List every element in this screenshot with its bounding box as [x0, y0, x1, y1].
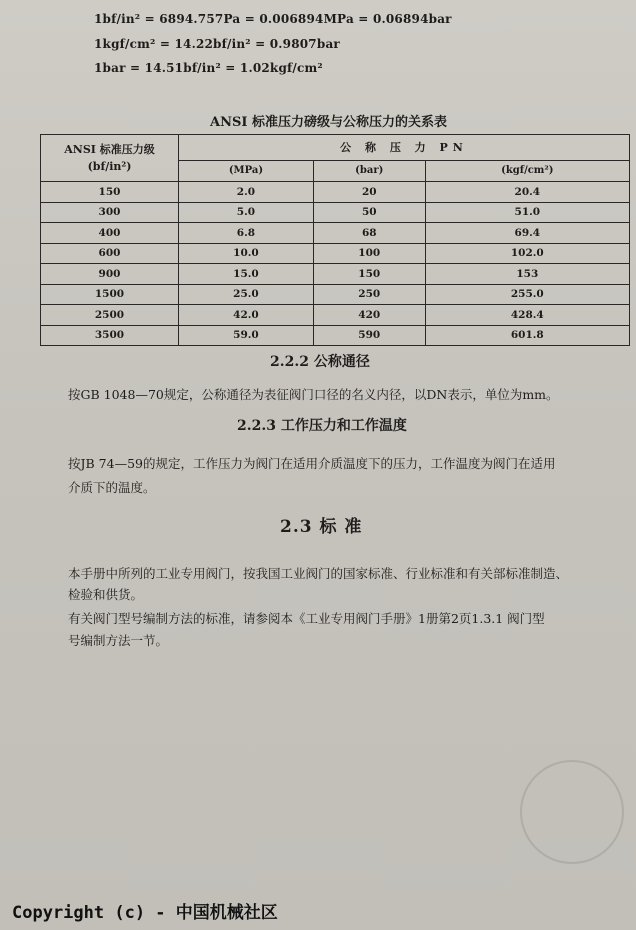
section-2-2-2-title: 2.2.2 公称通径: [270, 354, 370, 370]
unit-mpa: (MPa): [179, 160, 314, 181]
table-row: [41, 264, 630, 285]
formula-bar: 1bar = 14.51bf/in² = 1.02kgf/cm²: [94, 61, 323, 75]
cell-bar: 20: [313, 182, 425, 203]
cell-mpa: 5.0: [179, 202, 314, 223]
table-row: [41, 202, 630, 223]
table-row: [41, 243, 630, 264]
cell-mpa: 42.0: [179, 305, 314, 326]
unit-bar: (bar): [313, 160, 425, 181]
copyright-footer: Copyright (c) - 中国机械社区: [12, 903, 278, 923]
cell-mpa: 59.0: [179, 325, 314, 346]
table-title: ANSI 标准压力磅级与公称压力的关系表: [210, 115, 447, 130]
cell-mpa: 10.0: [179, 243, 314, 264]
cell-kgf: 153: [425, 264, 629, 285]
formula-bf-in2: 1bf/in² = 6894.757Pa = 0.006894MPa = 0.06894bar: [94, 12, 452, 26]
cell-mpa: 25.0: [179, 284, 314, 305]
cell-kgf: 428.4: [425, 305, 629, 326]
cell-bar: 50: [313, 202, 425, 223]
section-2-2-3-title: 2.2.3 工作压力和工作温度: [237, 418, 407, 434]
cell-ansi: 1500: [41, 284, 179, 305]
cell-kgf: 51.0: [425, 202, 629, 223]
section-2-2-3-text-2: 介质下的温度。: [68, 480, 156, 495]
cell-bar: 150: [313, 264, 425, 285]
cell-bar: 100: [313, 243, 425, 264]
table-row: [41, 182, 630, 203]
table-row: [41, 305, 630, 326]
cell-ansi: 3500: [41, 325, 179, 346]
cell-mpa: 2.0: [179, 182, 314, 203]
cell-ansi: 2500: [41, 305, 179, 326]
table-header-ansi: ANSI 标准压力级 (bf/in²): [41, 135, 179, 182]
pressure-table: [40, 134, 630, 346]
cell-mpa: 15.0: [179, 264, 314, 285]
cell-ansi: 150: [41, 182, 179, 203]
section-2-3-title: 2.3 标 准: [280, 517, 363, 537]
cell-ansi: 400: [41, 223, 179, 244]
cell-bar: 420: [313, 305, 425, 326]
cell-bar: 68: [313, 223, 425, 244]
cell-kgf: 601.8: [425, 325, 629, 346]
section-2-3-para2-line1: 有关阀门型号编制方法的标准，请参阅本《工业专用阀门手册》1册第2页1.3.1 阀门型: [68, 611, 545, 626]
cell-kgf: 102.0: [425, 243, 629, 264]
cell-bar: 250: [313, 284, 425, 305]
table-row: [41, 223, 630, 244]
section-2-3-para1-line2: 检验和供货。: [68, 587, 144, 602]
section-2-3-para1-line1: 本手册中所列的工业专用阀门，按我国工业阀门的国家标准、行业标准和有关部标准制造、: [68, 566, 569, 581]
cell-mpa: 6.8: [179, 223, 314, 244]
table-row: [41, 284, 630, 305]
section-2-2-3-text-1: 按JB 74—59的规定，工作压力为阀门在适用介质温度下的压力，工作温度为阀门在适用: [68, 456, 556, 471]
table-row: [41, 325, 630, 346]
bleed-through-stamp: [520, 760, 624, 864]
section-2-2-2-text: 按GB 1048—70规定，公称通径为表征阀门口径的名义内径，以DN表示，单位为mm。: [68, 387, 559, 402]
cell-kgf: 20.4: [425, 182, 629, 203]
cell-kgf: 255.0: [425, 284, 629, 305]
cell-ansi: 600: [41, 243, 179, 264]
unit-kgf: (kgf/cm²): [425, 160, 629, 181]
section-2-3-para2-line2: 号编制方法一节。: [68, 633, 169, 648]
cell-bar: 590: [313, 325, 425, 346]
cell-kgf: 69.4: [425, 223, 629, 244]
cell-ansi: 300: [41, 202, 179, 223]
formula-kgf-cm2: 1kgf/cm² = 14.22bf/in² = 0.9807bar: [94, 37, 340, 51]
cell-ansi: 900: [41, 264, 179, 285]
table-header-pn: 公 称 压 力 PN: [179, 135, 630, 161]
